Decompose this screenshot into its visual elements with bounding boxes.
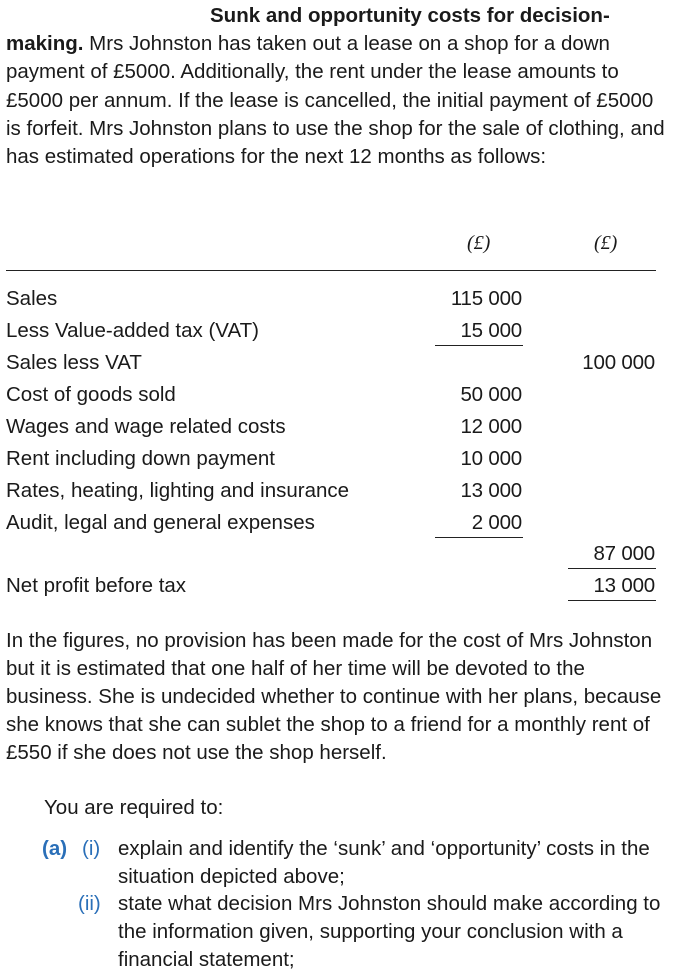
intro-paragraph [6,2,670,171]
item-i-text: explain and identify the ‘sunk’ and ‘opportunity’ costs in the situation depicted above; [118,837,650,888]
part-a-label: (a) [42,837,68,860]
row-value-col1: 12 000 [460,415,522,438]
row-value-col1: 15 000 [460,319,522,342]
row-value-col1: 13 000 [460,479,522,502]
row-value-col2: 13 000 [593,574,655,597]
statement-row [0,476,676,506]
statement-row [0,539,676,569]
row-value-col1: 10 000 [460,447,522,470]
statement-row [0,508,676,538]
row-label: Net profit before tax [6,574,187,597]
statement-row [0,444,676,474]
item-ii-text: state what decision Mrs Johnston should make according to the information given, supporting your conclusion with a financial statement; [118,892,661,971]
row-value-col1: 2 000 [471,511,522,534]
statement-row [0,380,676,410]
item-i-number: (i) [82,837,101,860]
scenario-paragraph: In the figures, no provision has been made for the cost of Mrs Johnston but it is estimated that one half of her time will be devoted to the business. She is undecided whether to continue with her plans, because she knows that she can sublet the shop to a friend for a monthly rent of £550 if she does not use the shop herself. [6,629,662,764]
statement-row [0,316,676,346]
header-rule [6,270,656,271]
statement-row [0,571,676,601]
row-label: Sales less VAT [6,351,142,374]
statement-row [0,348,676,378]
column-header-1: (£) [467,232,491,254]
item-ii-number: (ii) [78,892,101,915]
subtotal-rule [435,345,523,346]
exercise-heading-continued: making. [6,32,84,56]
statement-row [0,412,676,442]
row-value-col1: 50 000 [460,383,522,406]
row-value-col2: 87 000 [593,542,655,565]
expenses-total-rule [435,537,523,538]
statement-row [0,284,676,314]
column-header-2: (£) [594,232,618,254]
row-label: Less Value-added tax (VAT) [6,319,259,342]
row-value-col1: 115 000 [450,287,522,310]
total-costs-rule [568,568,656,569]
net-profit-rule [568,600,656,601]
row-label: Sales [6,287,58,310]
row-label: Wages and wage related costs [6,415,286,438]
row-label: Cost of goods sold [6,383,176,406]
requirement-intro: You are required to: [44,796,224,819]
row-value-col2: 100 000 [582,351,655,374]
row-label: Rates, heating, lighting and insurance [6,479,350,502]
row-label: Audit, legal and general expenses [6,511,315,534]
row-label: Rent including down payment [6,447,275,470]
intro-body: Mrs Johnston has taken out a lease on a shop for a down payment of £5000. Additionally, the rent under the lease amounts to £5000 per annum. If the lease is cancelled, the initial payment of £5000 is forfeit. Mrs Johnston plans to use the shop for the sale of clothing, and has estimated operations for the next 12 months as follows: [6,32,665,169]
exercise-heading: Sunk and opportunity costs for decision- [210,4,610,27]
